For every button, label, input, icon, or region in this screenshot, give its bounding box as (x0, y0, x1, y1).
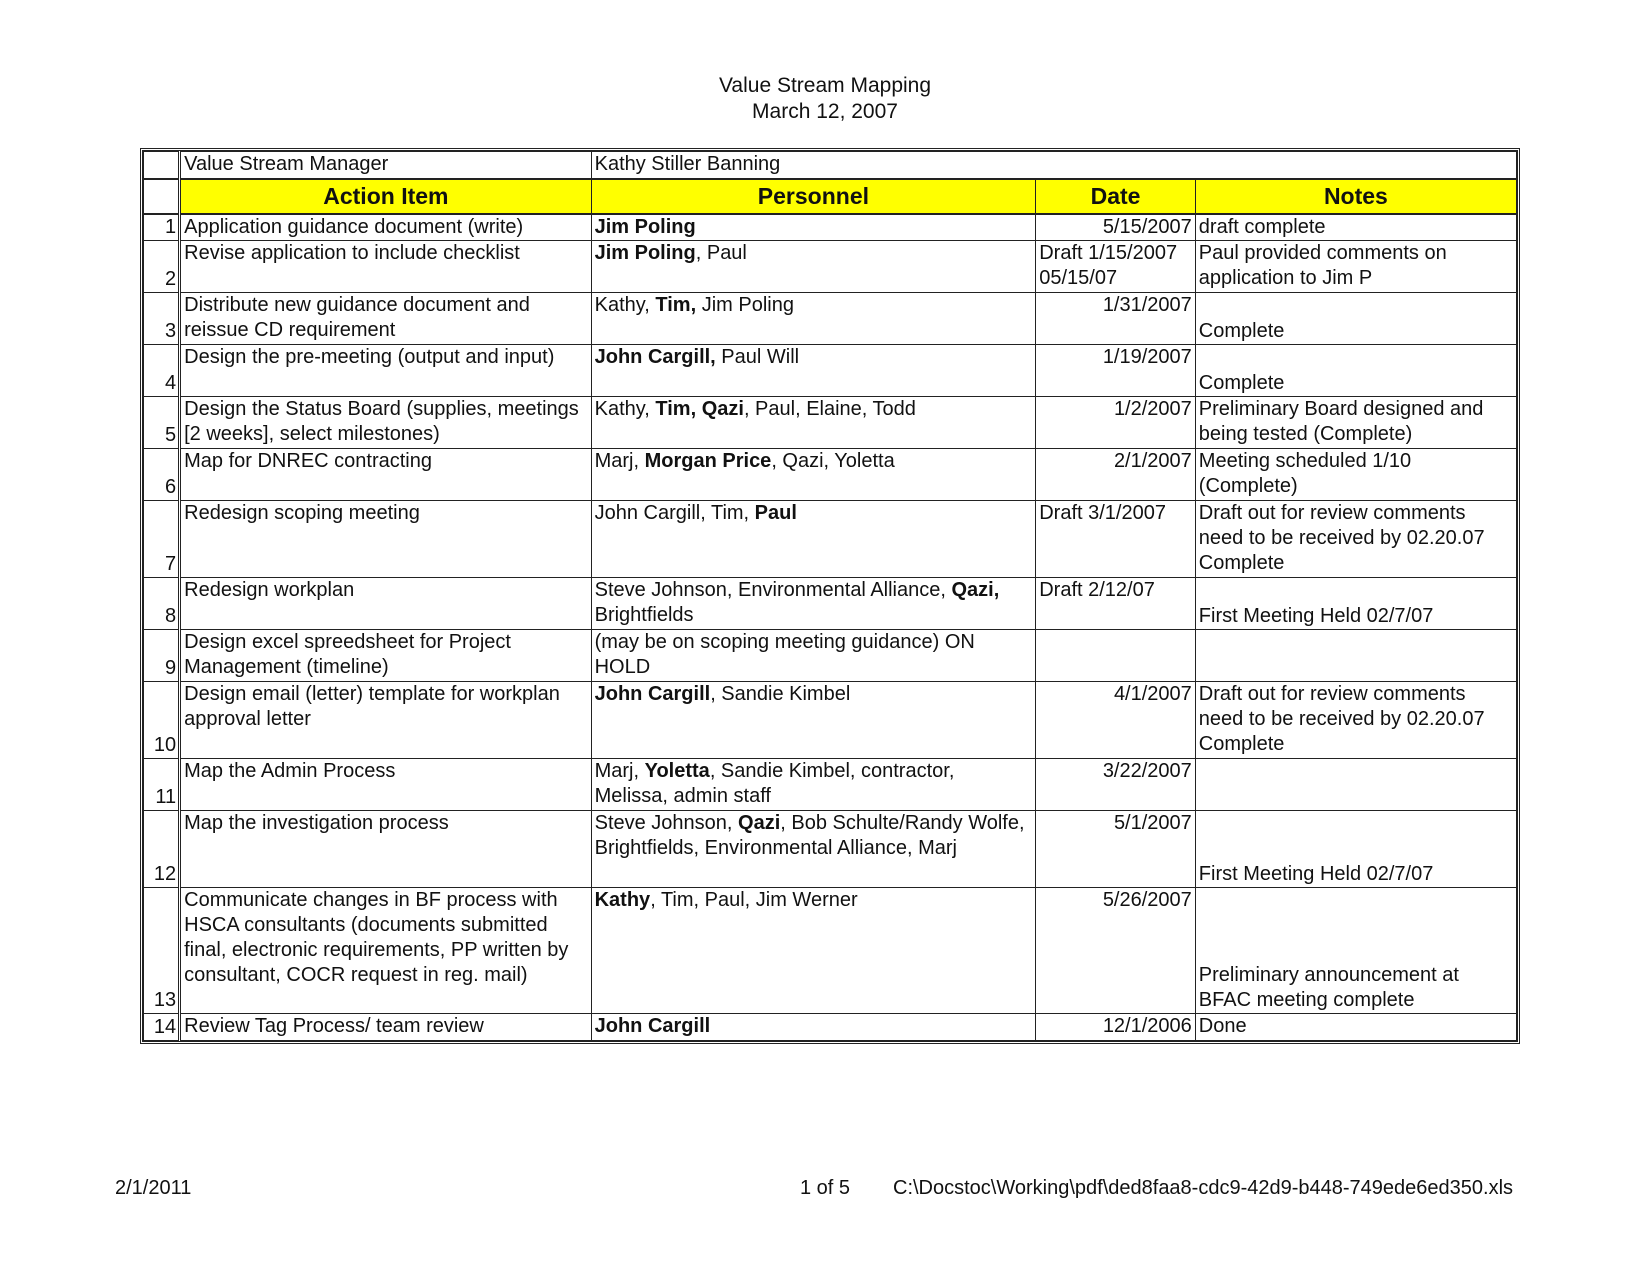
personnel-lead-name: Jim Poling (594, 241, 696, 264)
personnel-lead-name: John Cargill (594, 682, 711, 705)
date-value: 1/19/2007 (1102, 345, 1192, 368)
date-value: 2/1/2007 (1113, 449, 1192, 472)
personnel-lead-name: Morgan Price (644, 449, 772, 472)
date-cell (1036, 396, 1196, 448)
personnel-name: Jim Poling (696, 293, 794, 316)
personnel-cell (591, 1013, 1036, 1040)
date-value: 5/26/2007 (1102, 888, 1192, 911)
date-cell (1036, 629, 1196, 681)
footer-file-path: C:\Docstoc\Working\pdf\ded8faa8-cdc9-42d9-b448-749ede6ed350.xls (893, 1177, 1514, 1199)
table-row (144, 292, 1517, 344)
manager-name: Kathy Stiller Banning (591, 152, 1516, 179)
table-row (144, 240, 1517, 292)
row-number-cell: 5 (144, 396, 180, 448)
date-value: 5/1/2007 (1113, 811, 1192, 834)
notes-cell: Preliminary Board designed and being tested (Complete) (1195, 396, 1516, 448)
personnel-cell (591, 344, 1036, 396)
manager-label: Value Stream Manager (180, 152, 591, 179)
date-value: 4/1/2007 (1113, 682, 1192, 705)
column-header-action-item: Action Item (180, 179, 591, 214)
personnel-name: , Paul (695, 241, 747, 264)
notes-cell: Done (1195, 1013, 1516, 1040)
notes-cell: Draft out for review comments need to be received by 02.20.07 Complete (1195, 500, 1516, 577)
personnel-lead-name: Tim, Qazi (655, 397, 744, 420)
notes-cell (1195, 629, 1516, 681)
personnel-cell (591, 681, 1036, 758)
notes-cell: First Meeting Held 02/7/07 (1195, 810, 1516, 887)
row-number-cell: 7 (144, 500, 180, 577)
date-value: 5/15/2007 (1102, 215, 1192, 238)
row-number-cell: 10 (144, 681, 180, 758)
date-cell (1036, 681, 1196, 758)
column-header-notes: Notes (1195, 179, 1516, 214)
personnel-name: Kathy, (594, 293, 656, 316)
row-number-cell (144, 152, 180, 179)
row-number-cell: 3 (144, 292, 180, 344)
personnel-lead-name: Tim, (655, 293, 697, 316)
action-item-cell: Redesign workplan (180, 577, 591, 629)
date-cell (1036, 500, 1196, 577)
action-item-cell: Review Tag Process/ team review (180, 1013, 591, 1040)
action-item-cell: Revise application to include checklist (180, 240, 591, 292)
personnel-lead-name: Yoletta (644, 759, 710, 782)
notes-cell: Draft out for review comments need to be received by 02.20.07 Complete (1195, 681, 1516, 758)
header-row (144, 179, 1517, 214)
action-item-cell: Design excel spreedsheet for Project Management (timeline) (180, 629, 591, 681)
date-value: Draft 3/1/2007 (1039, 501, 1166, 524)
table-row (144, 758, 1517, 810)
row-number-cell (144, 179, 180, 214)
action-item-cell: Map the investigation process (180, 810, 591, 887)
action-item-cell: Application guidance document (write) (180, 214, 591, 241)
personnel-cell (591, 887, 1036, 1013)
date-cell (1036, 758, 1196, 810)
date-cell (1036, 214, 1196, 241)
document-date: March 12, 2007 (752, 100, 898, 123)
action-item-table-frame (140, 148, 1520, 1044)
row-number-cell: 8 (144, 577, 180, 629)
footer-print-date: 2/1/2011 (115, 1177, 192, 1199)
personnel-lead-name: Paul (754, 501, 797, 524)
personnel-name: Steve Johnson, (594, 811, 739, 834)
date-value: 1/31/2007 (1102, 293, 1192, 316)
table-row (144, 1013, 1517, 1040)
date-value: Draft 1/15/2007 (1039, 241, 1178, 264)
notes-cell: Paul provided comments on application to Jim P (1195, 240, 1516, 292)
personnel-name: John Cargill, Tim, (594, 501, 755, 524)
personnel-name: , Tim, Paul, Jim Werner (650, 888, 858, 911)
table-row (144, 577, 1517, 629)
personnel-cell (591, 448, 1036, 500)
row-number-cell: 12 (144, 810, 180, 887)
footer-page-number: 1 of 5 (800, 1177, 851, 1199)
date-secondary-value: 05/15/07 (1039, 266, 1118, 289)
personnel-cell (591, 758, 1036, 810)
personnel-lead-name: Jim Poling (594, 215, 696, 238)
table-row (144, 629, 1517, 681)
personnel-name: , Sandie Kimbel, contractor, Melissa, admin staff (594, 759, 955, 807)
personnel-cell (591, 292, 1036, 344)
notes-cell: Complete (1195, 292, 1516, 344)
row-number-cell: 2 (144, 240, 180, 292)
date-value: 3/22/2007 (1102, 759, 1192, 782)
personnel-name: (may be on scoping meeting guidance) ON HOLD (594, 630, 975, 678)
date-cell (1036, 292, 1196, 344)
personnel-cell (591, 214, 1036, 241)
personnel-cell (591, 396, 1036, 448)
column-header-date: Date (1036, 179, 1196, 214)
action-item-cell: Design the pre-meeting (output and input) (180, 344, 591, 396)
date-cell (1036, 240, 1196, 292)
date-cell (1036, 577, 1196, 629)
date-cell (1036, 344, 1196, 396)
personnel-name: Paul Will (715, 345, 800, 368)
table-row (144, 500, 1517, 577)
action-item-cell: Map for DNREC contracting (180, 448, 591, 500)
row-number-cell: 1 (144, 214, 180, 241)
personnel-cell (591, 810, 1036, 887)
date-cell (1036, 887, 1196, 1013)
personnel-cell (591, 577, 1036, 629)
notes-cell: Complete (1195, 344, 1516, 396)
table-row (144, 214, 1517, 241)
row-number-cell: 14 (144, 1013, 180, 1040)
table-row (144, 681, 1517, 758)
date-cell (1036, 448, 1196, 500)
action-item-cell: Design the Status Board (supplies, meetings [2 weeks], select milestones) (180, 396, 591, 448)
personnel-lead-name: Qazi, (951, 578, 1000, 601)
action-item-cell: Redesign scoping meeting (180, 500, 591, 577)
action-item-cell: Communicate changes in BF process with HSCA consultants (documents submitted final, electronic requirements, PP written by consultant, COCR request in reg. mail) (180, 887, 591, 1013)
table-row (144, 396, 1517, 448)
action-item-table (143, 151, 1517, 1041)
personnel-name: , Bob Schulte/Randy Wolfe, Brightfields, Environmental Alliance, Marj (594, 811, 1025, 859)
personnel-name: , Sandie Kimbel (710, 682, 851, 705)
page-title (0, 73, 1650, 125)
personnel-name: Steve Johnson, Environmental Alliance, (594, 578, 952, 601)
personnel-lead-name: Qazi (738, 811, 781, 834)
personnel-name: Marj, (594, 449, 645, 472)
table-row (144, 448, 1517, 500)
personnel-name: , Qazi, Yoletta (771, 449, 895, 472)
notes-cell: Meeting scheduled 1/10 (Complete) (1195, 448, 1516, 500)
personnel-name: , Paul, Elaine, Todd (743, 397, 916, 420)
personnel-lead-name: Kathy (594, 888, 651, 911)
row-number-cell: 11 (144, 758, 180, 810)
personnel-cell (591, 240, 1036, 292)
action-item-cell: Design email (letter) template for workplan approval letter (180, 681, 591, 758)
row-number-cell: 6 (144, 448, 180, 500)
table-row (144, 887, 1517, 1013)
date-value: Draft 2/12/07 (1039, 578, 1155, 601)
action-item-cell: Map the Admin Process (180, 758, 591, 810)
personnel-cell (591, 500, 1036, 577)
date-cell (1036, 810, 1196, 887)
notes-cell (1195, 758, 1516, 810)
document-title: Value Stream Mapping (718, 74, 932, 97)
notes-cell: First Meeting Held 02/7/07 (1195, 577, 1516, 629)
manager-row (144, 152, 1517, 179)
date-cell (1036, 1013, 1196, 1040)
notes-cell: draft complete (1195, 214, 1516, 241)
action-item-cell: Distribute new guidance document and reissue CD requirement (180, 292, 591, 344)
row-number-cell: 13 (144, 887, 180, 1013)
personnel-lead-name: John Cargill (594, 1014, 711, 1037)
date-value: 12/1/2006 (1102, 1014, 1192, 1037)
personnel-name: Brightfields (594, 603, 694, 626)
personnel-lead-name: John Cargill, (594, 345, 716, 368)
personnel-name: Kathy, (594, 397, 656, 420)
table-row (144, 344, 1517, 396)
table-row (144, 810, 1517, 887)
notes-cell: Preliminary announcement at BFAC meeting complete (1195, 887, 1516, 1013)
date-value: 1/2/2007 (1113, 397, 1192, 420)
personnel-cell (591, 629, 1036, 681)
personnel-name: Marj, (594, 759, 645, 782)
row-number-cell: 9 (144, 629, 180, 681)
row-number-cell: 4 (144, 344, 180, 396)
column-header-personnel: Personnel (591, 179, 1036, 214)
